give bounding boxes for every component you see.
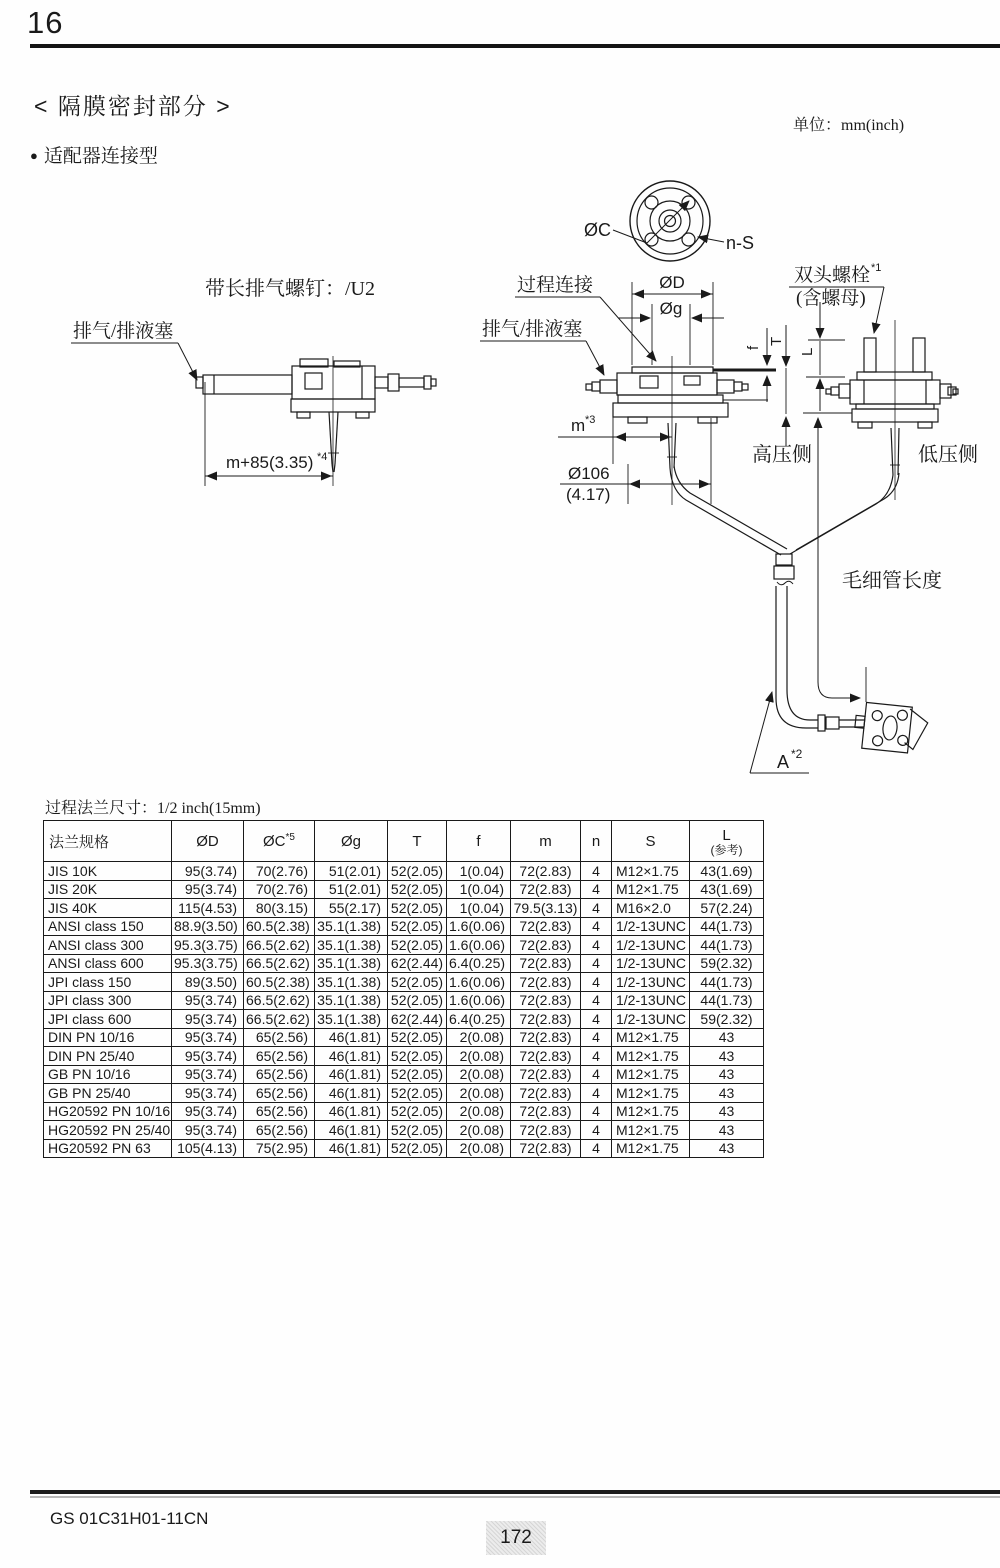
table-cell: 59(2.32) [690,954,764,973]
table-caption: 过程法兰尺寸：1/2 inch(15mm) [45,800,261,817]
table-cell: 52(2.05) [388,936,447,955]
table-cell: 52(2.05) [388,1028,447,1047]
table-cell: 4 [581,991,612,1010]
dim-l: L [799,347,816,356]
table-cell: 35.1(1.38) [315,973,388,992]
table-cell: 43 [690,1102,764,1121]
table-row [44,1102,764,1121]
table-cell: 66.5(2.62) [244,991,315,1010]
table-cell: 1(0.04) [447,862,511,881]
table-row [44,991,764,1010]
table-cell: 46(1.81) [315,1102,388,1121]
table-cell: 1/2-13UNC [612,954,690,973]
table-cell: 4 [581,1121,612,1140]
table-cell: ANSI class 600 [44,954,172,973]
table-cell: 72(2.83) [511,1047,581,1066]
table-cell: 65(2.56) [244,1047,315,1066]
table-cell: DIN PN 25/40 [44,1047,172,1066]
dim-t: T [768,336,785,346]
table-cell: 65(2.56) [244,1121,315,1140]
bolt-hole [645,233,658,246]
table-cell: 46(1.81) [315,1047,388,1066]
table-cell: 65(2.56) [244,1102,315,1121]
dim-phi-g: Øg [659,299,683,318]
label-low-pressure-side: 低压侧 [918,444,978,466]
table-cell: 46(1.81) [315,1028,388,1047]
dim-m-sup: *3 [585,414,596,426]
section-title: < 隔膜密封部分 > [34,93,232,119]
table-row [44,936,764,955]
table-cell: 1/2-13UNC [612,936,690,955]
bolt-hole [682,233,695,246]
table-cell: JIS 10K [44,862,172,881]
bullet-icon: ● [30,148,38,163]
col-header-oc-sup: *5 [285,832,295,843]
table-cell: 95(3.74) [172,1102,244,1121]
flange-dimension-table [43,820,764,1158]
table-cell: 59(2.32) [690,1010,764,1029]
table-cell: 95(3.74) [172,862,244,881]
label-capillary-length: 毛细管长度 [842,570,942,592]
table-cell: 72(2.83) [511,862,581,881]
table-cell: 70(2.76) [244,880,315,899]
table-row [44,1139,764,1158]
dim-a-sup: *2 [791,747,803,761]
table-cell: 75(2.95) [244,1139,315,1158]
label-vent-drain-plug-left: 排气/排液塞 [73,321,174,342]
chapter-number: 16 [27,5,64,40]
table-cell: M12×1.75 [612,1028,690,1047]
technical-drawing [0,170,1000,800]
dim-phi-c: ØC [584,220,611,240]
dim-m-plus-85: m+85(3.35) [226,453,314,472]
table-cell: 44(1.73) [690,936,764,955]
col-header-flange-spec: 法兰规格 [44,821,172,862]
table-cell: 115(4.53) [172,899,244,918]
table-cell: 35.1(1.38) [315,917,388,936]
label-long-vent-screw: 带长排气螺钉：/U2 [205,278,375,300]
table-row [44,1084,764,1103]
table-cell: M12×1.75 [612,1065,690,1084]
table-cell: 60.5(2.38) [244,973,315,992]
col-header-l [690,821,764,862]
dim-a: A [777,752,790,772]
table-cell: 95(3.74) [172,1121,244,1140]
table-cell: 72(2.83) [511,936,581,955]
label-high-pressure-side: 高压侧 [752,444,812,466]
left-view-drawing [71,277,436,486]
table-cell: 2(0.08) [447,1084,511,1103]
footer-rule-thin [30,1496,1000,1498]
table-cell: 2(0.08) [447,1121,511,1140]
col-header-od: ØD [172,821,244,862]
table-cell: 52(2.05) [388,1065,447,1084]
table-cell: 4 [581,973,612,992]
table-cell: 46(1.81) [315,1084,388,1103]
table-cell: 95(3.74) [172,991,244,1010]
table-cell: 44(1.73) [690,991,764,1010]
table-cell: 88.9(3.50) [172,917,244,936]
table-cell: 72(2.83) [511,1065,581,1084]
table-cell: 43 [690,1139,764,1158]
table-cell: 60.5(2.38) [244,917,315,936]
table-cell: HG20592 PN 63 [44,1139,172,1158]
table-cell: 35.1(1.38) [315,991,388,1010]
table-cell: 72(2.83) [511,1010,581,1029]
table-cell: DIN PN 10/16 [44,1028,172,1047]
table-cell: 43 [690,1047,764,1066]
table-cell: 4 [581,1065,612,1084]
table-cell: 52(2.05) [388,862,447,881]
table-cell: 66.5(2.62) [244,954,315,973]
table-cell: 4 [581,936,612,955]
table-cell: 1.6(0.06) [447,936,511,955]
table-cell: 105(4.13) [172,1139,244,1158]
document-number: GS 01C31H01-11CN [50,1509,209,1528]
table-cell: 44(1.73) [690,973,764,992]
table-row [44,954,764,973]
table-cell: 43 [690,1084,764,1103]
table-cell: 1.6(0.06) [447,991,511,1010]
table-cell: 2(0.08) [447,1047,511,1066]
col-header-l-note: (参考) [710,842,743,857]
table-cell: JIS 40K [44,899,172,918]
table-cell: 52(2.05) [388,973,447,992]
table-cell: 6.4(0.25) [447,1010,511,1029]
col-header-m: m [511,821,581,862]
table-cell: M12×1.75 [612,1084,690,1103]
table-cell: 2(0.08) [447,1028,511,1047]
bolt-hole [682,196,695,209]
table-cell: 43 [690,1065,764,1084]
table-cell: 95(3.74) [172,1028,244,1047]
table-cell: 43 [690,1028,764,1047]
high-pressure-view [480,273,812,555]
subsection-label: 适配器连接型 [43,146,158,167]
flange-table-body [44,862,764,1158]
table-cell: 4 [581,1102,612,1121]
table-cell: M12×1.75 [612,880,690,899]
label-with-nuts: (含螺母) [796,288,866,309]
dim-m-plus-85-sup: *4 [317,451,328,463]
col-header-l-label: L [722,826,731,844]
table-cell: 95(3.74) [172,1047,244,1066]
table-cell: 52(2.05) [388,1084,447,1103]
table-cell: 80(3.15) [244,899,315,918]
table-cell: 72(2.83) [511,1121,581,1140]
table-cell: 65(2.56) [244,1084,315,1103]
table-row [44,973,764,992]
table-cell: 70(2.76) [244,862,315,881]
table-cell: 43(1.69) [690,880,764,899]
table-cell: 72(2.83) [511,1102,581,1121]
dim-n-s: n-S [726,233,755,253]
table-cell: 95(3.74) [172,1084,244,1103]
table-cell: M12×1.75 [612,1047,690,1066]
table-cell: 51(2.01) [315,862,388,881]
label-vent-drain-plug-center: 排气/排液塞 [482,319,583,340]
table-cell: 46(1.81) [315,1065,388,1084]
table-cell: M12×1.75 [612,1139,690,1158]
label-stud-bolt-sup: *1 [871,262,882,274]
table-cell: JIS 20K [44,880,172,899]
table-cell: 66.5(2.62) [244,936,315,955]
table-cell: 46(1.81) [315,1139,388,1158]
header-rule [30,44,1000,48]
table-cell: 72(2.83) [511,917,581,936]
table-cell: 4 [581,1084,612,1103]
table-cell: 44(1.73) [690,917,764,936]
col-header-og: Øg [315,821,388,862]
table-cell: 72(2.83) [511,954,581,973]
table-cell: 4 [581,954,612,973]
table-row [44,917,764,936]
table-cell: 72(2.83) [511,1139,581,1158]
table-cell: 52(2.05) [388,1121,447,1140]
table-cell: 43 [690,1121,764,1140]
table-cell: 52(2.05) [388,917,447,936]
table-cell: 66.5(2.62) [244,1010,315,1029]
table-cell: 95(3.74) [172,1065,244,1084]
table-cell: JPI class 600 [44,1010,172,1029]
table-cell: 1(0.04) [447,880,511,899]
table-cell: 1.6(0.06) [447,973,511,992]
table-cell: 95(3.74) [172,880,244,899]
table-cell: 62(2.44) [388,954,447,973]
table-cell: M12×1.75 [612,1102,690,1121]
bolt-hole [645,196,658,209]
col-header-n: n [581,821,612,862]
table-cell: 6.4(0.25) [447,954,511,973]
table-cell: 89(3.50) [172,973,244,992]
col-header-oc [244,821,315,862]
table-cell: 72(2.83) [511,880,581,899]
table-row [44,1047,764,1066]
table-header-row [44,821,764,862]
table-cell: JPI class 150 [44,973,172,992]
unit-note: 单位：mm(inch) [793,117,905,134]
table-cell: ANSI class 300 [44,936,172,955]
low-pressure-view [789,262,978,554]
table-cell: 4 [581,899,612,918]
table-cell: 1/2-13UNC [612,991,690,1010]
footer-rule [30,1490,1000,1494]
table-cell: GB PN 10/16 [44,1065,172,1084]
table-cell: M12×1.75 [612,862,690,881]
table-cell: 52(2.05) [388,1139,447,1158]
table-cell: 1/2-13UNC [612,973,690,992]
transmitter-body [853,701,929,754]
table-cell: 35.1(1.38) [315,936,388,955]
table-cell: HG20592 PN 10/16 [44,1102,172,1121]
table-cell: 62(2.44) [388,1010,447,1029]
dim-phi-d: ØD [659,273,685,292]
table-row [44,1010,764,1029]
table-cell: 4 [581,880,612,899]
table-cell: 4 [581,862,612,881]
table-cell: 72(2.83) [511,991,581,1010]
table-cell: 35.1(1.38) [315,1010,388,1029]
table-cell: 2(0.08) [447,1102,511,1121]
col-header-s: S [612,821,690,862]
table-cell: JPI class 300 [44,991,172,1010]
dim-phi106-inch: (4.17) [566,485,611,504]
table-cell: 79.5(3.13) [511,899,581,918]
table-cell: 2(0.08) [447,1065,511,1084]
table-cell: 72(2.83) [511,1084,581,1103]
table-cell: 52(2.05) [388,991,447,1010]
table-row [44,1065,764,1084]
col-header-f: f [447,821,511,862]
table-row [44,1028,764,1047]
table-row [44,862,764,881]
table-row [44,899,764,918]
capillary-assembly [750,418,942,773]
table-cell: 1/2-13UNC [612,917,690,936]
table-cell: GB PN 25/40 [44,1084,172,1103]
flange-face-view [584,181,754,261]
table-cell: 57(2.24) [690,899,764,918]
table-cell: 43(1.69) [690,862,764,881]
table-row [44,880,764,899]
table-cell: 72(2.83) [511,973,581,992]
table-cell: 1.6(0.06) [447,917,511,936]
table-cell: 1(0.04) [447,899,511,918]
page-number: 172 [486,1521,546,1555]
table-cell: M16×2.0 [612,899,690,918]
table-cell: 95(3.74) [172,1010,244,1029]
table-cell: 51(2.01) [315,880,388,899]
table-cell: 65(2.56) [244,1028,315,1047]
table-cell: 55(2.17) [315,899,388,918]
table-row [44,1121,764,1140]
table-cell: 52(2.05) [388,1102,447,1121]
table-cell: 65(2.56) [244,1065,315,1084]
table-cell: 4 [581,1047,612,1066]
table-cell: 95.3(3.75) [172,954,244,973]
label-stud-bolt: 双头螺栓 [794,265,871,286]
table-cell: HG20592 PN 25/40 [44,1121,172,1140]
table-cell: 4 [581,1028,612,1047]
table-cell: 72(2.83) [511,1028,581,1047]
table-cell: 46(1.81) [315,1121,388,1140]
table-cell: 52(2.05) [388,1047,447,1066]
dim-m: m [571,416,586,435]
table-cell: 52(2.05) [388,880,447,899]
dim-phi106: Ø106 [568,464,610,483]
col-header-t: T [388,821,447,862]
table-cell: 1/2-13UNC [612,1010,690,1029]
table-cell: 4 [581,917,612,936]
table-cell: 95.3(3.75) [172,936,244,955]
table-cell: 4 [581,1139,612,1158]
table-cell: 4 [581,1010,612,1029]
table-cell: 52(2.05) [388,899,447,918]
table-cell: 35.1(1.38) [315,954,388,973]
table-cell: 2(0.08) [447,1139,511,1158]
table-cell: ANSI class 150 [44,917,172,936]
table-cell: M12×1.75 [612,1121,690,1140]
col-header-oc-label: ØC [263,833,286,850]
dim-f: f [745,345,762,350]
label-process-connection: 过程连接 [517,275,594,296]
subsection-title [30,141,158,168]
